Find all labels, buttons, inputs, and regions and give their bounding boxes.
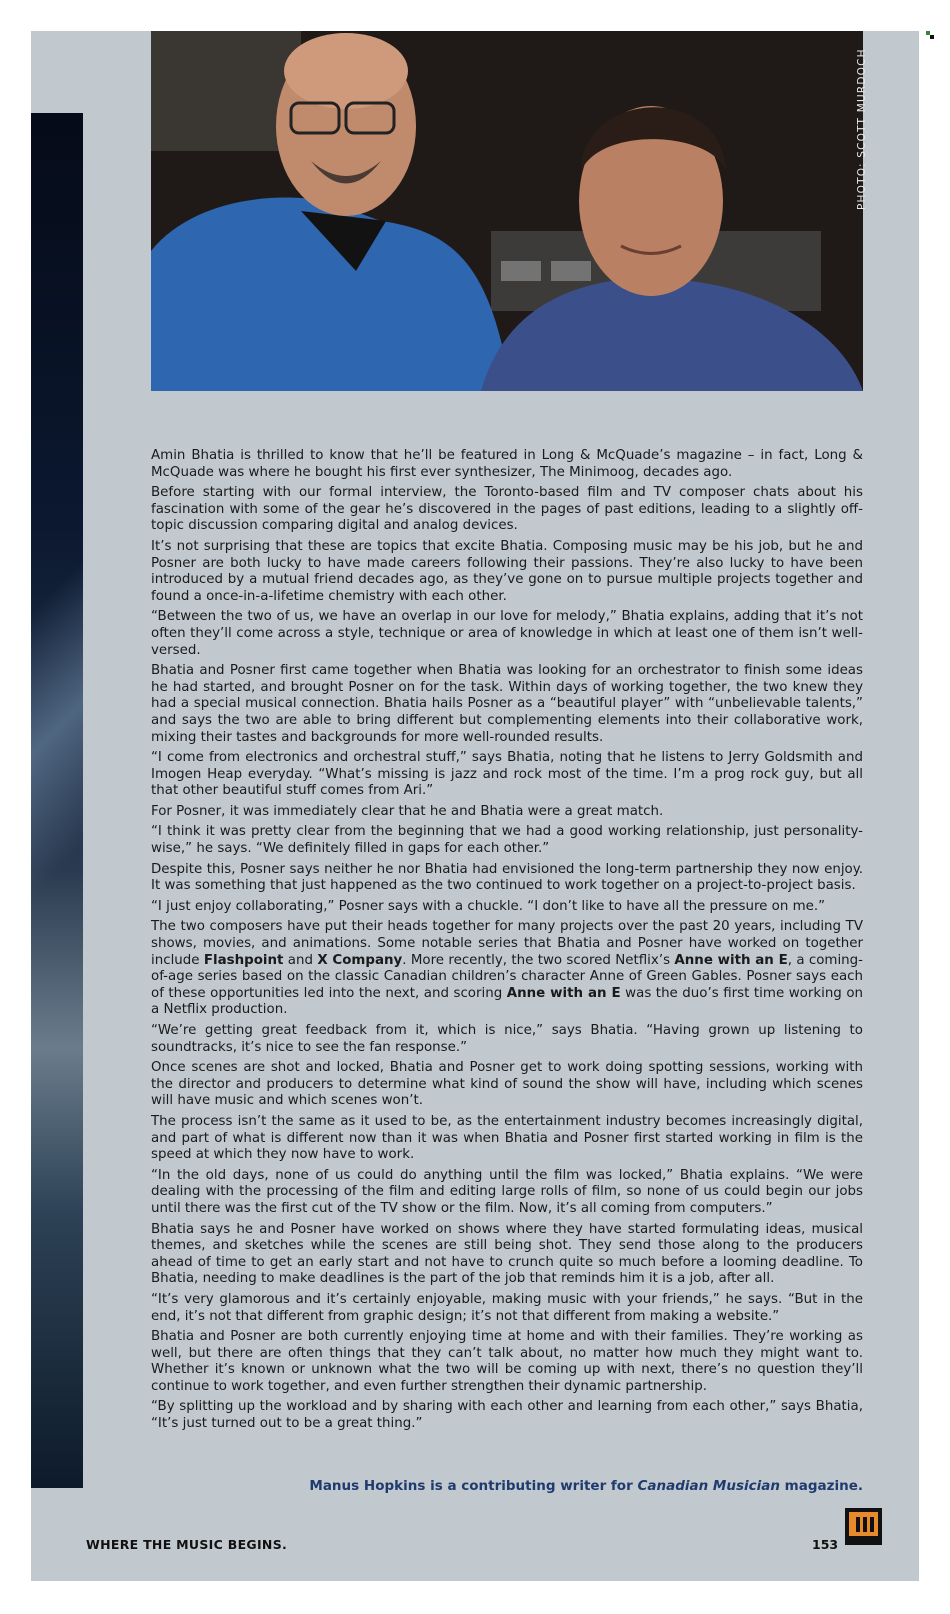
paragraph: Once scenes are shot and locked, Bhatia and Posner get to work doing spotting sessions, working with the director and producers to determine what kind of sound the show will have, including which scenes will have music and which scenes won’t. <box>151 1060 863 1109</box>
paragraph-projects <box>151 919 863 1019</box>
strip-highlight <box>31 113 83 1488</box>
logo-bar <box>870 1517 874 1532</box>
show-title-anne: Anne with an E <box>674 952 788 968</box>
paragraph: For Posner, it was immediately clear that he and Bhatia were a great match. <box>151 803 664 819</box>
left-edge-photo-strip <box>31 113 83 1488</box>
photo-credit-text: PHOTO: SCOTT MURDOCH <box>856 48 868 210</box>
portrait-illustration <box>151 31 863 391</box>
bio-text: Manus Hopkins is a contributing writer for <box>309 1478 638 1494</box>
paragraph: Amin Bhatia is thrilled to know that he’ll be featured in Long & McQuade’s magazine – in fact, Long & McQuade was where he bought his first ever synthesizer, The Minimoog, decades ago. <box>151 448 863 480</box>
portrait-photo <box>151 31 863 391</box>
paragraph: “In the old days, none of us could do anything until the film was locked,” Bhatia explains. “We were dealing with the processing of the film and editing large rolls of film, so none of us could begin our jobs until there was the first cut of the TV show or the film. Now, it’s all coming from computers.” <box>151 1167 863 1216</box>
brand-logo-icon <box>845 1508 882 1545</box>
logo-bar <box>856 1517 860 1532</box>
text-run: . More recently, the two scored Netflix’s <box>402 952 675 968</box>
text-run: and <box>283 952 318 968</box>
author-bio <box>151 1478 863 1494</box>
paragraph: “Between the two of us, we have an overlap in our love for melody,” Bhatia explains, adding that it’s not often they’ll come across a style, technique or area of knowledge in which at least one of them isn’t well-versed. <box>151 609 863 658</box>
page-number: 153 <box>812 1537 839 1552</box>
corner-mark-icon <box>926 31 934 39</box>
footer-tagline: WHERE THE MUSIC BEGINS. <box>86 1537 288 1552</box>
paragraph: “I think it was pretty clear from the beginning that we had a good working relationship, just personality-wise,” he says. “We definitely filled in gaps for each other.” <box>151 824 863 857</box>
logo-bar <box>863 1517 867 1532</box>
article-body <box>151 448 863 1437</box>
text-run: The two composers have put their heads together for many projects over the past 20 years, including TV shows, movies, and animations. Some notable series that Bhatia and Posner have worked on together include <box>151 919 863 968</box>
publication-name: Canadian Musician <box>637 1478 780 1494</box>
paragraph: It’s not surprising that these are topics that excite Bhatia. Composing music may be his job, but he and Posner are both lucky to have made careers following their passions. They’re also lucky to have been introduced by a mutual friend decades ago, as they’ve gone on to pursue multiple projects together and found a once-in-a-lifetime chemistry with each other. <box>151 538 863 604</box>
paragraph: “I come from electronics and orchestral stuff,” says Bhatia, noting that he listens to Jerry Goldsmith and Imogen Heap everyday. “What’s missing is jazz and rock most of the time. I’m a prog rock guy, but all that other beautiful stuff comes from Ari.” <box>151 750 863 799</box>
paragraph: Bhatia and Posner first came together when Bhatia was looking for an orchestrator to finish some ideas he had started, and brought Posner on for the task. Within days of working together, the two knew they had a special musical connection. Bhatia hails Posner as a “beautiful player” with “unbelievable talents,” and says the two are able to bring different but complementing elements into their collaborative work, mixing their tastes and backgrounds for more well-rounded results. <box>151 663 863 745</box>
paragraph: “I just enjoy collaborating,” Posner says with a chuckle. “I don’t like to have all the pressure on me.” <box>151 898 826 914</box>
photo-credit <box>842 48 868 210</box>
show-title-flashpoint: Flashpoint <box>203 952 284 968</box>
paragraph: Despite this, Posner says neither he nor Bhatia had envisioned the long-term partnership they now enjoy. It was something that just happened as the two continued to work together on a project-to-project basis. <box>151 861 863 894</box>
show-title-x-company: X Company <box>317 952 403 968</box>
paragraph: Bhatia and Posner are both currently enjoying time at home and with their families. They’re working as well, but there are often things that they can’t talk about, no matter how much they might want to. Whether it’s known or unknown what the two will be coming up with next, there’s no question they’ll continue to work together, and even further strengthen their dynamic partnership. <box>151 1329 863 1394</box>
paragraph: Bhatia says he and Posner have worked on shows where they have started formulating ideas, musical themes, and sketches while the scenes are still being shot. They send those along to the producers ahead of time to get an early start and not have to crunch quite so much before a looming deadline. To Bhatia, needing to make deadlines is the part of the job that reminds him it is a job, after all. <box>151 1221 863 1287</box>
bio-text-end: magazine. <box>779 1478 863 1494</box>
paragraph: “It’s very glamorous and it’s certainly enjoyable, making music with your friends,” he says. “But in the end, it’s not that different from graphic design; it’s not that different from making a website.” <box>151 1291 863 1324</box>
text-run: was the duo’s first time working on a Netflix production. <box>151 985 864 1018</box>
paragraph: “By splitting up the workload and by sharing with each other and learning from each other,” says Bhatia, “It’s just turned out to be a great thing.” <box>151 1399 863 1432</box>
paragraph: “We’re getting great feedback from it, which is nice,” says Bhatia. “Having grown up listening to soundtracks, it’s nice to see the fan response.” <box>151 1023 863 1055</box>
show-title-anne: Anne with an E <box>506 985 621 1001</box>
paragraph: The process isn’t the same as it used to be, as the entertainment industry becomes increasingly digital, and part of what is different now than it was when Bhatia and Posner first started working in film is the speed at which they now have to work. <box>151 1113 863 1163</box>
paragraph: Before starting with our formal interview, the Toronto-based film and TV composer chats about his fascination with some of the gear he’s discovered in the pages of past editions, leading to a slightly off-topic discussion comparing digital and analog devices. <box>151 485 863 534</box>
text-run: , a coming-of-age series based on the classic Canadian children’s character Anne of Green Gables. Posner says each of these opportunities led into the next, and scoring <box>151 952 863 1001</box>
